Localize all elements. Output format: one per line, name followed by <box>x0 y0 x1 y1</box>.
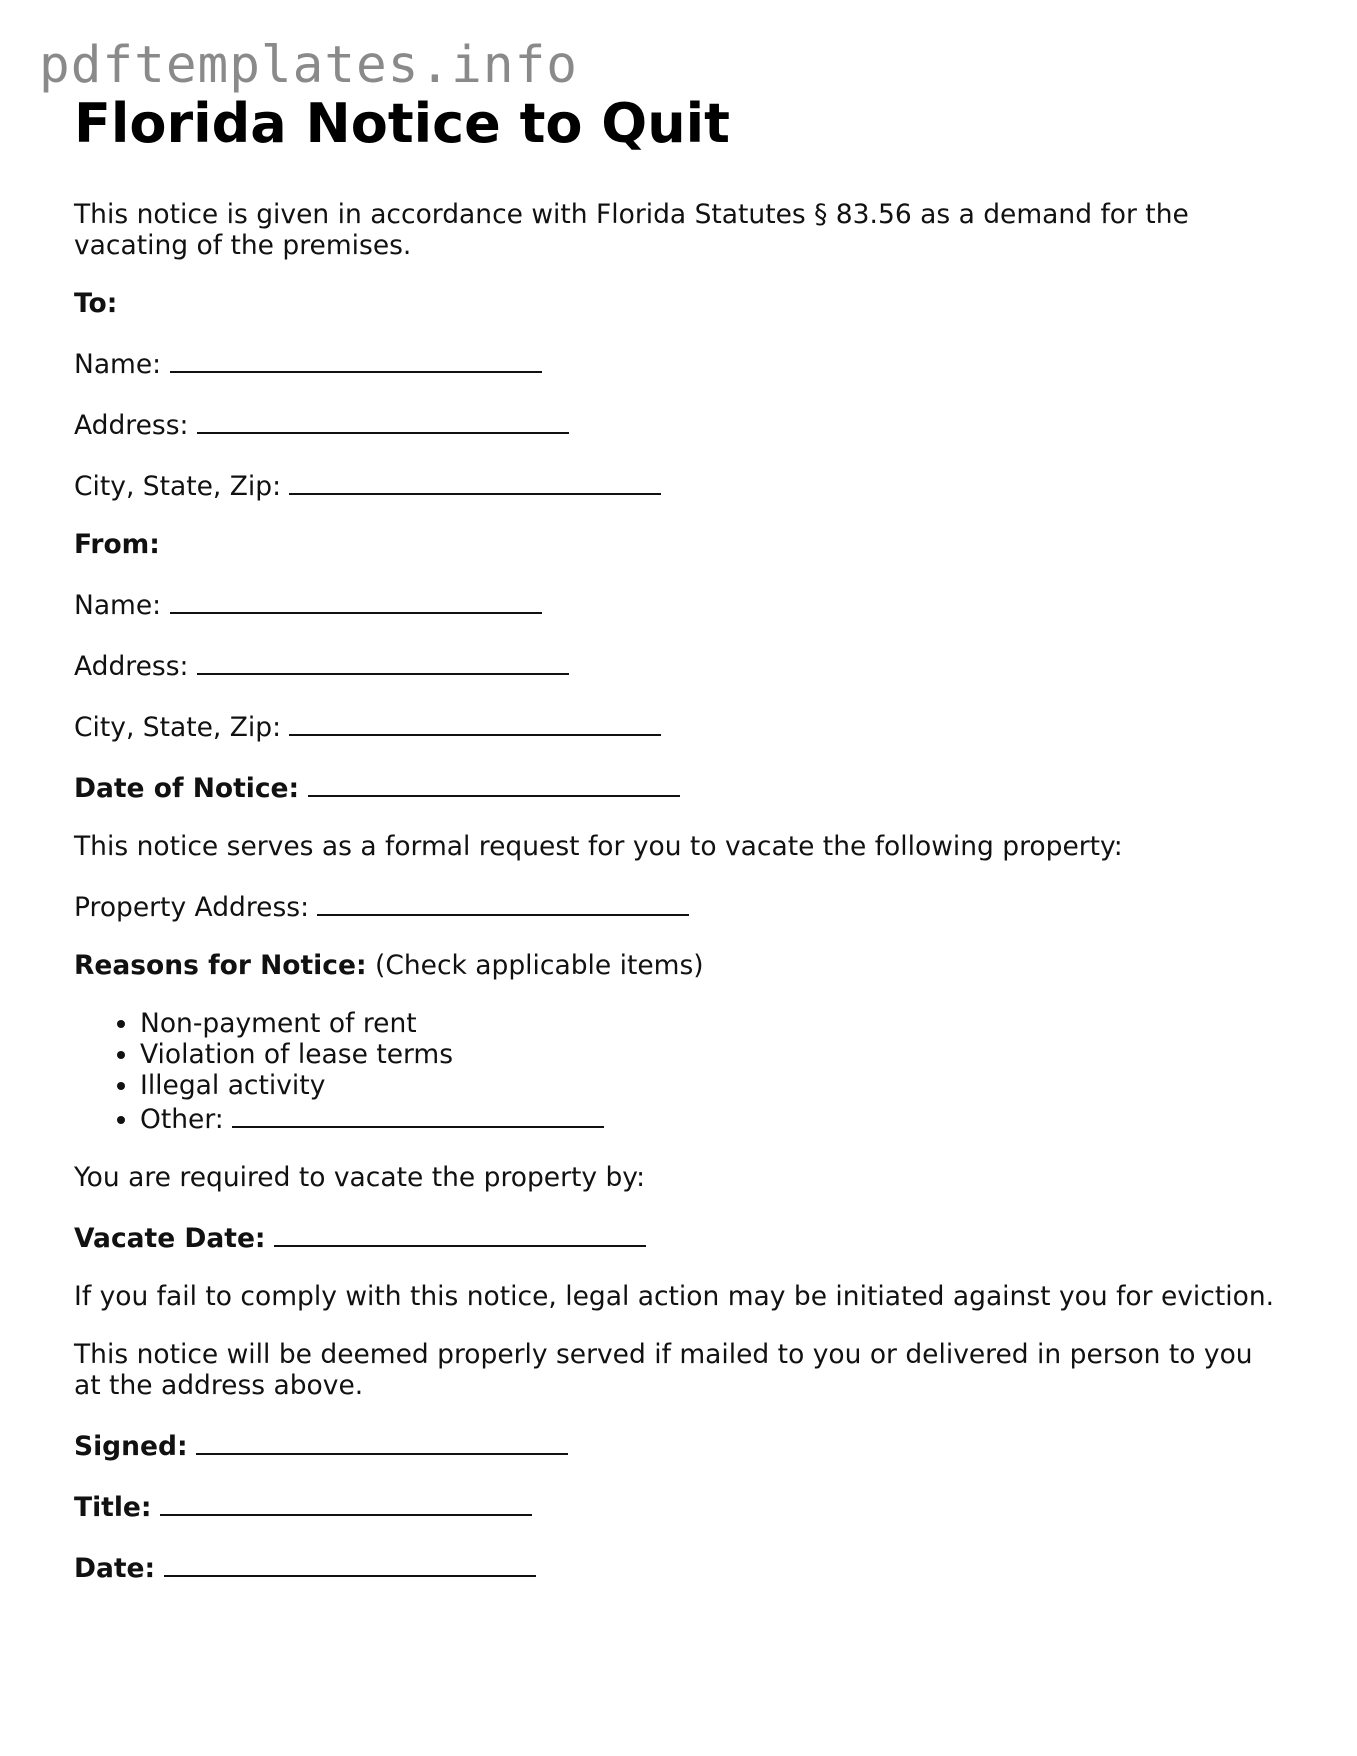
reasons-heading-line <box>74 950 1284 981</box>
to-name-line <box>74 346 1284 380</box>
to-heading: To: <box>74 287 118 319</box>
reason-item-violation[interactable]: • Violation of lease terms <box>140 1039 1284 1070</box>
from-name-field[interactable] <box>170 587 542 614</box>
vacate-intro: You are required to vacate the property by: <box>74 1161 645 1193</box>
to-address-field[interactable] <box>197 407 569 434</box>
watermark: pdftemplates.info <box>39 36 578 95</box>
from-city-field[interactable] <box>289 709 661 736</box>
date-of-notice-label: Date of Notice: <box>74 772 300 804</box>
date-label: Date: <box>74 1552 156 1584</box>
page-title: Florida Notice to Quit <box>74 92 730 155</box>
property-address-line <box>74 889 1284 923</box>
to-address-line <box>74 407 1284 441</box>
vacate-date-field[interactable] <box>274 1220 646 1247</box>
from-city-label: City, State, Zip: <box>74 711 282 743</box>
reason-item-other[interactable] <box>140 1101 1284 1135</box>
date-of-notice-line <box>74 770 1284 804</box>
reasons-list <box>74 1008 1284 1135</box>
from-name-label: Name: <box>74 589 162 621</box>
reasons-heading: Reasons for Notice: <box>74 949 367 981</box>
date-of-notice-field[interactable] <box>308 770 680 797</box>
signed-field[interactable] <box>196 1428 568 1455</box>
reason-item-nonpayment[interactable]: • Non-payment of rent <box>140 1008 1284 1039</box>
signed-label: Signed: <box>74 1430 188 1462</box>
to-city-field[interactable] <box>289 468 661 495</box>
reasons-instruction: (Check applicable items) <box>375 949 704 981</box>
reason-other-label: Other: <box>140 1103 224 1135</box>
from-city-line <box>74 709 1284 743</box>
from-heading: From: <box>74 528 160 560</box>
to-city-line <box>74 468 1284 502</box>
date-field[interactable] <box>164 1550 536 1577</box>
from-name-line <box>74 587 1284 621</box>
reason-other-field[interactable] <box>232 1101 604 1128</box>
date-line <box>74 1550 1284 1584</box>
property-address-field[interactable] <box>317 889 689 916</box>
service-paragraph: This notice will be deemed properly served if mailed to you or delivered in person to you at the address above. <box>74 1338 1253 1401</box>
from-address-label: Address: <box>74 650 189 682</box>
signed-line <box>74 1428 1284 1462</box>
title-label: Title: <box>74 1491 152 1523</box>
to-city-label: City, State, Zip: <box>74 470 282 502</box>
to-name-label: Name: <box>74 348 162 380</box>
to-address-label: Address: <box>74 409 189 441</box>
title-line <box>74 1489 1284 1523</box>
vacate-date-label: Vacate Date: <box>74 1222 266 1254</box>
to-name-field[interactable] <box>170 346 542 373</box>
property-address-label: Property Address: <box>74 891 310 923</box>
reason-item-illegal[interactable]: • Illegal activity <box>140 1070 1284 1101</box>
request-paragraph: This notice serves as a formal request for you to vacate the following property: <box>74 830 1123 862</box>
from-address-line <box>74 648 1284 682</box>
document <box>74 92 1284 1584</box>
title-field[interactable] <box>160 1489 532 1516</box>
intro-paragraph: This notice is given in accordance with Florida Statutes § 83.56 as a demand for the vacating of the premises. <box>74 198 1189 261</box>
warning-paragraph: If you fail to comply with this notice, legal action may be initiated against you for eviction. <box>74 1280 1275 1312</box>
from-address-field[interactable] <box>197 648 569 675</box>
vacate-date-line <box>74 1220 1284 1254</box>
